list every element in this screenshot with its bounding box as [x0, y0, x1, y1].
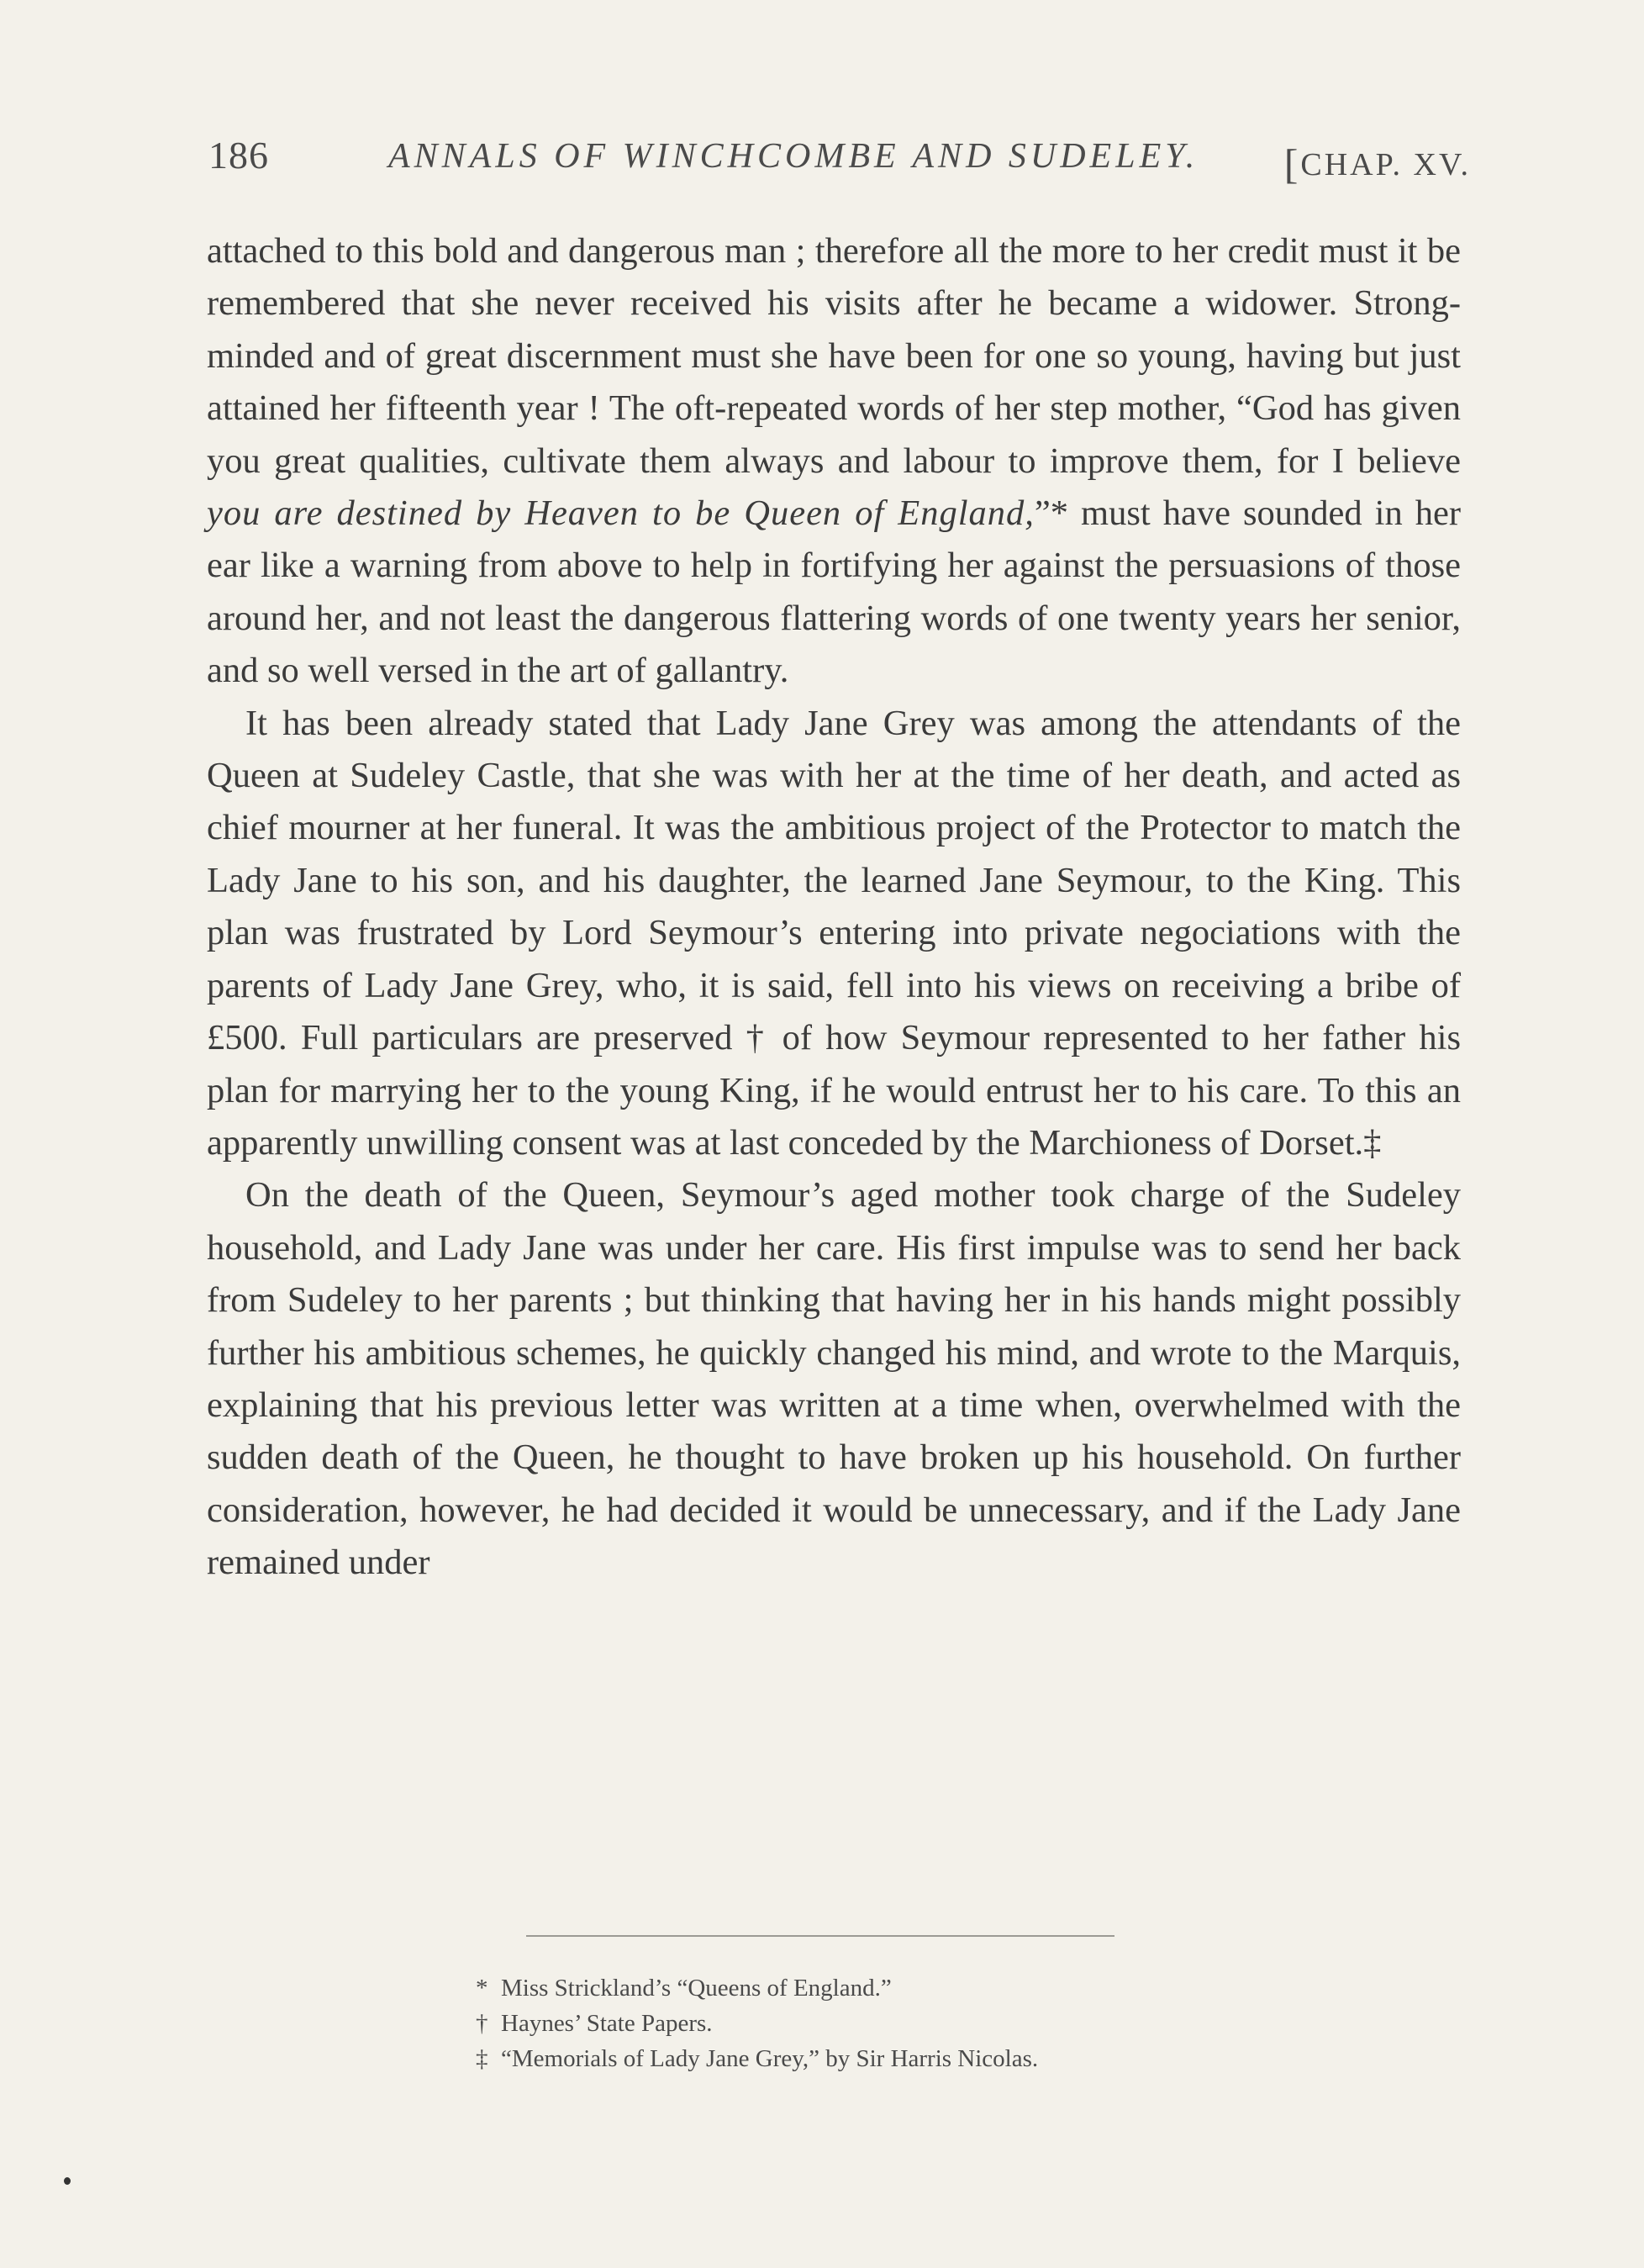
body-text: [207, 225, 1461, 1590]
footnote-3: [476, 2041, 1316, 2076]
footnote-divider: [526, 1935, 1114, 1937]
running-title: ANNALS OF WINCHCOMBE AND SUDELEY.: [388, 137, 1199, 176]
paragraph-2: It has been already stated that Lady Jane Grey was among the attendants of the Queen at Sudeley Castle, that she was with her at the time of her death, and acted as chief mourner at her funeral. It was the ambitious project of the Protector to match the Lady Jane to his son, and his daughter, the learned Jane Seymour, to the King. This plan was frustrated by Lord Seymour’s entering into private negociations with the parents of Lady Jane Grey, who, it is said, fell into his views on receiving a bribe of £500. Full particulars are preserved † of how Seymour represented to her father his plan for marrying her to the young King, if he would entrust her to his care. To this an apparently unwilling consent was at last conceded by the Marchioness of Dorset.‡: [207, 703, 1461, 1163]
paragraph-1-start: attached to this bold and dangerous man ; therefore all the more to her credit must it be remembered that she never received his visits after he became a widower. Strong-minded and of great discernment must she have been for one so young, having but just attained her fifteenth year ! The oft-repeated words of her step mother, “God has given you great qualities, cultivate them always and labour to improve them, for I believe: [207, 231, 1461, 481]
footnote-2: [476, 2006, 1316, 2041]
footnote-3-text: “Memorials of Lady Jane Grey,” by Sir Harris Nicolas.: [501, 2045, 1039, 2072]
running-header: [193, 133, 1471, 187]
footnote-2-text: Haynes’ State Papers.: [501, 2010, 713, 2037]
paragraph-1: [207, 225, 1461, 698]
footnote-3-mark: ‡: [476, 2045, 488, 2072]
paragraph-1-end: ”* must have sounded in her ear like a warning from above to help in fortifying her against the persuasions of those around her, and not least the dangerous flattering words of one twenty years her senior, and so well versed in the art of gallantry.: [207, 493, 1461, 691]
footnote-2-mark: †: [476, 2010, 488, 2037]
ink-speck: [64, 2177, 71, 2185]
chapter-label: [1284, 136, 1471, 185]
paragraph-3: On the death of the Queen, Seymour’s aged mother took charge of the Sudeley household, and Lady Jane was under her care. His first impulse was to send her back from Sudeley to her parents ; but thinking that having her in his hands might possibly further his ambitious schemes, he quickly changed his mind, and wrote to the Marquis, explaining that his previous letter was written at a time when, overwhelmed with the sudden death of the Queen, he thought to have broken up his household. On further consideration, however, he had decided it would be unnecessary, and if the Lady Jane remained under: [207, 1175, 1461, 1583]
footnote-1: [476, 1970, 1316, 2006]
footnote-1-text: Miss Strickland’s “Queens of England.”: [501, 1975, 892, 2002]
footnote-1-mark: *: [476, 1975, 488, 2002]
chapter-text: CHAP. XV.: [1300, 147, 1471, 182]
paragraph-1-italic-quote: you are destined by Heaven to be Queen of England,: [207, 493, 1035, 534]
footnotes: [476, 1970, 1316, 2076]
page-number: 186: [208, 134, 269, 177]
chapter-bracket: [: [1283, 140, 1301, 187]
